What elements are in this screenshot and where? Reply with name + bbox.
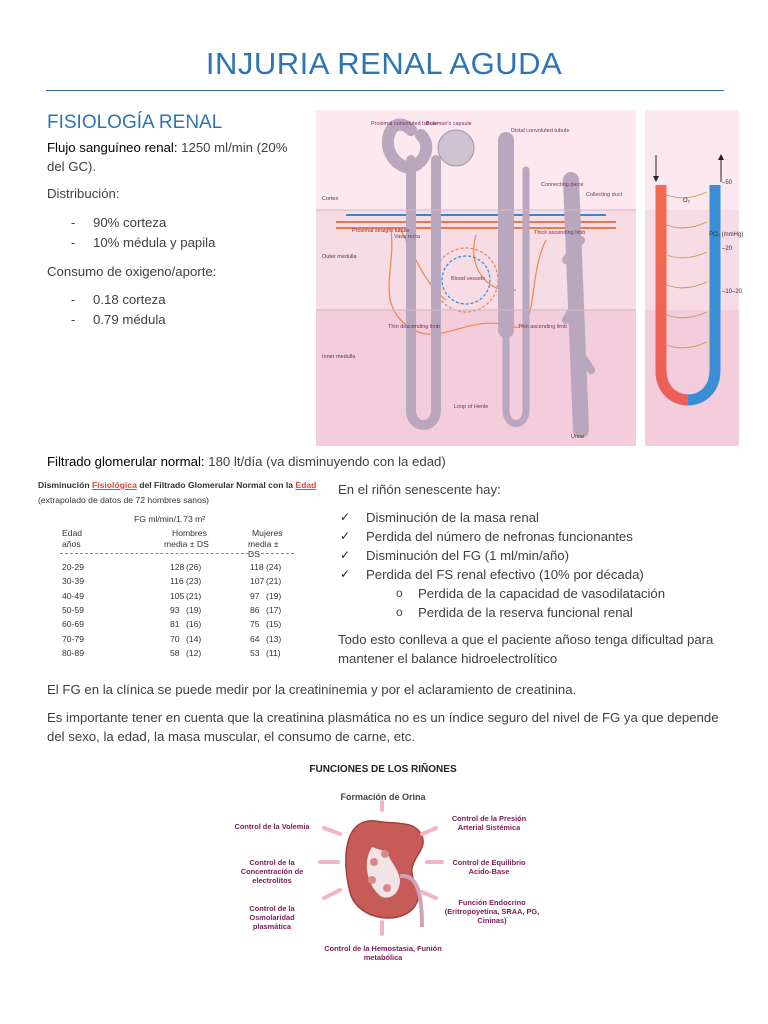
column-header: Hombres xyxy=(172,528,207,538)
table-cell: 30-39 xyxy=(62,576,84,587)
oxygen-gradient-diagram xyxy=(645,110,744,446)
column-header: Edad xyxy=(62,528,83,538)
senescent-intro: En el riñón senescente hay: xyxy=(338,482,501,497)
label-inner-medulla: Inner medulla xyxy=(322,354,356,360)
label-thin-descending: Thin descending limb xyxy=(388,324,440,330)
label-outer-medulla: Outer medulla xyxy=(322,254,357,260)
list-item: - 0.79 médula xyxy=(47,310,297,330)
column-header: años xyxy=(62,539,81,549)
page-title: INJURIA RENAL AGUDA xyxy=(205,46,563,81)
table-cell: 50-59 xyxy=(62,604,84,615)
table-cell: 86 xyxy=(250,604,260,615)
label-distal-convoluted: Distal convoluted tubule xyxy=(511,128,570,134)
distribution-list xyxy=(47,213,297,252)
table-cell: (12) xyxy=(186,647,202,658)
table-row xyxy=(60,562,292,575)
renal-flow-text xyxy=(47,138,307,176)
paragraph: El FG en la clínica se puede medir por la creatininemia y por el aclaramiento de creatinina. xyxy=(47,682,577,697)
distribution-heading: Distribución: xyxy=(47,186,120,201)
paragraph: Es importante tener en cuenta que la creatinina plasmática no es un índice seguro del nivel de FG ya que depende del sexo, la edad, la masa muscular, el consumo de carne, etc. xyxy=(47,710,719,744)
table-cell: 58 xyxy=(170,647,180,658)
table-cell: (13) xyxy=(266,633,282,644)
gfr-age-table xyxy=(34,478,334,670)
renal-flow-value: 1250 ml/min (20% del GC). xyxy=(47,140,288,174)
caption-highlight: Edad xyxy=(295,480,317,490)
figure-center-label: Formación de Orina xyxy=(340,792,426,802)
title-underline xyxy=(46,90,724,91)
caption-text: del Filtrado Glomerular Normal con la xyxy=(136,480,296,490)
table-cell: 80-89 xyxy=(62,647,84,658)
label-vasa-recta: Vasa recta xyxy=(394,234,420,240)
function-label: Control de la Osmolaridad plasmática xyxy=(249,904,295,931)
tick-10-20: –10–20 xyxy=(722,289,743,295)
label-bowman: Bowman's capsule xyxy=(426,121,472,127)
function-label: Control de la Concentración de electrolitos xyxy=(240,858,304,885)
list-item: ✓ Disminución del FG (1 ml/min/año) xyxy=(338,546,728,565)
list-item: - 0.18 corteza xyxy=(47,290,297,310)
table-cell: (19) xyxy=(186,604,202,615)
label-loop-henle: Loop of Henle xyxy=(454,404,489,410)
label-collecting: Collecting duct xyxy=(586,192,623,198)
label-connecting: Connecting piece xyxy=(541,182,584,188)
table-cell: 107 xyxy=(250,576,265,587)
list-item: - 90% corteza xyxy=(47,213,297,233)
table-cell: (23) xyxy=(186,576,202,587)
label-proximal-convoluted: Proximal convoluted tubule xyxy=(371,121,438,127)
table-row xyxy=(60,648,292,661)
table-cell: (17) xyxy=(266,604,282,615)
oxygen-list xyxy=(47,290,297,329)
gfr-text xyxy=(47,452,727,471)
caption-text: Disminución xyxy=(38,480,92,490)
figure-title: FUNCIONES DE LOS RIÑONES xyxy=(309,764,457,775)
table-cell: (14) xyxy=(186,633,202,644)
table-cell: (21) xyxy=(186,590,202,601)
senescent-list xyxy=(338,508,728,584)
table-cell: (24) xyxy=(266,562,282,572)
table-cell: 75 xyxy=(250,619,260,630)
table-unit: FG ml/min/1.73 m² xyxy=(134,514,206,524)
nephron-diagram xyxy=(316,110,636,446)
table-cell: 70-79 xyxy=(62,633,84,644)
senescent-conclusion: Todo esto conlleva a que el paciente añoso tenga dificultad para mantener el balance hidroelectrolítico xyxy=(338,632,714,666)
senescent-sublist xyxy=(338,584,728,622)
table-cell: (19) xyxy=(266,590,282,601)
table-cell: (15) xyxy=(266,619,282,630)
table-cell: (16) xyxy=(186,619,202,630)
table-cell: 64 xyxy=(250,633,260,644)
list-item: ✓ Disminución de la masa renal xyxy=(338,508,728,527)
table-row xyxy=(60,591,292,604)
tick-50: –50 xyxy=(722,180,733,186)
table-header xyxy=(60,539,292,559)
table-cell: 53 xyxy=(250,647,260,658)
list-item: o Perdida de la reserva funcional renal xyxy=(338,603,728,622)
section-title: FISIOLOGÍA RENAL xyxy=(47,112,223,133)
label-thick-ascending: Thick ascending limb xyxy=(534,230,586,236)
gfr-value: 180 lt/día (va disminuyendo con la edad) xyxy=(204,454,446,469)
column-header: media ± DS xyxy=(164,539,209,549)
label-urine: Urine xyxy=(571,434,585,440)
table-cell: (21) xyxy=(266,576,282,587)
kidney-functions-diagram xyxy=(222,752,544,976)
list-item: o Perdida de la capacidad de vasodilatación xyxy=(338,584,728,603)
table-row xyxy=(60,634,292,647)
table-cell: 116 xyxy=(170,576,184,587)
table-cell: 118 xyxy=(250,562,264,572)
function-label: Control de la Hemostasia, Funión metabólica xyxy=(324,944,442,962)
table-cell: 128 xyxy=(170,562,185,572)
oxygen-heading: Consumo de oxigeno/aporte: xyxy=(47,264,217,279)
tick-20: –20 xyxy=(722,246,733,252)
table-cell: 60-69 xyxy=(62,619,84,630)
table-cell: 81 xyxy=(170,619,180,630)
function-label: Control de la Volemia xyxy=(234,822,310,831)
renal-flow-label: Flujo sanguíneo renal: xyxy=(47,140,178,155)
table-cell: (11) xyxy=(266,647,281,658)
function-label: Control de la Presión Arterial Sistémica xyxy=(451,814,527,832)
table-cell: 93 xyxy=(170,604,180,615)
label-thin-ascending: Thin ascending limb xyxy=(518,324,567,330)
table-row xyxy=(60,576,292,589)
label-blood-vessels: Blood vessels xyxy=(451,276,485,282)
column-header: media ± DS xyxy=(248,539,279,559)
table-row xyxy=(60,605,292,618)
table-caption xyxy=(38,480,316,490)
table-cell: 105 xyxy=(170,590,185,601)
table-cell: (26) xyxy=(186,562,202,572)
table-cell: 20-29 xyxy=(62,562,84,572)
list-item: ✓ Perdida del número de nefronas funcionantes xyxy=(338,527,728,546)
function-label: Función Endocrino (Eritropoyetina, SRAA, PG, Cininas) xyxy=(444,898,540,925)
label-proximal-straight: Proximal straight tubule xyxy=(352,228,410,234)
function-label: Control de Equilibrio Acido-Base xyxy=(452,858,526,876)
list-item: - 10% médula y papila xyxy=(47,233,297,253)
list-item: ✓ Perdida del FS renal efectivo (10% por década) xyxy=(338,565,728,584)
label-cortex: Cortex xyxy=(322,196,339,202)
table-cell: 40-49 xyxy=(62,590,84,601)
table-cell: 70 xyxy=(170,633,180,644)
table-row xyxy=(60,619,292,632)
table-subcaption: (extrapolado de datos de 72 hombres sanos) xyxy=(38,495,210,505)
o2-label: O₂ xyxy=(683,198,690,204)
table-divider xyxy=(60,553,294,554)
table-cell: 97 xyxy=(250,590,260,601)
column-header: Mujeres xyxy=(252,528,283,538)
caption-highlight: Fisiológica xyxy=(91,480,137,490)
po2-label: PO₂ (mmHg) xyxy=(709,232,744,238)
gfr-label: Filtrado glomerular normal: xyxy=(47,454,205,469)
